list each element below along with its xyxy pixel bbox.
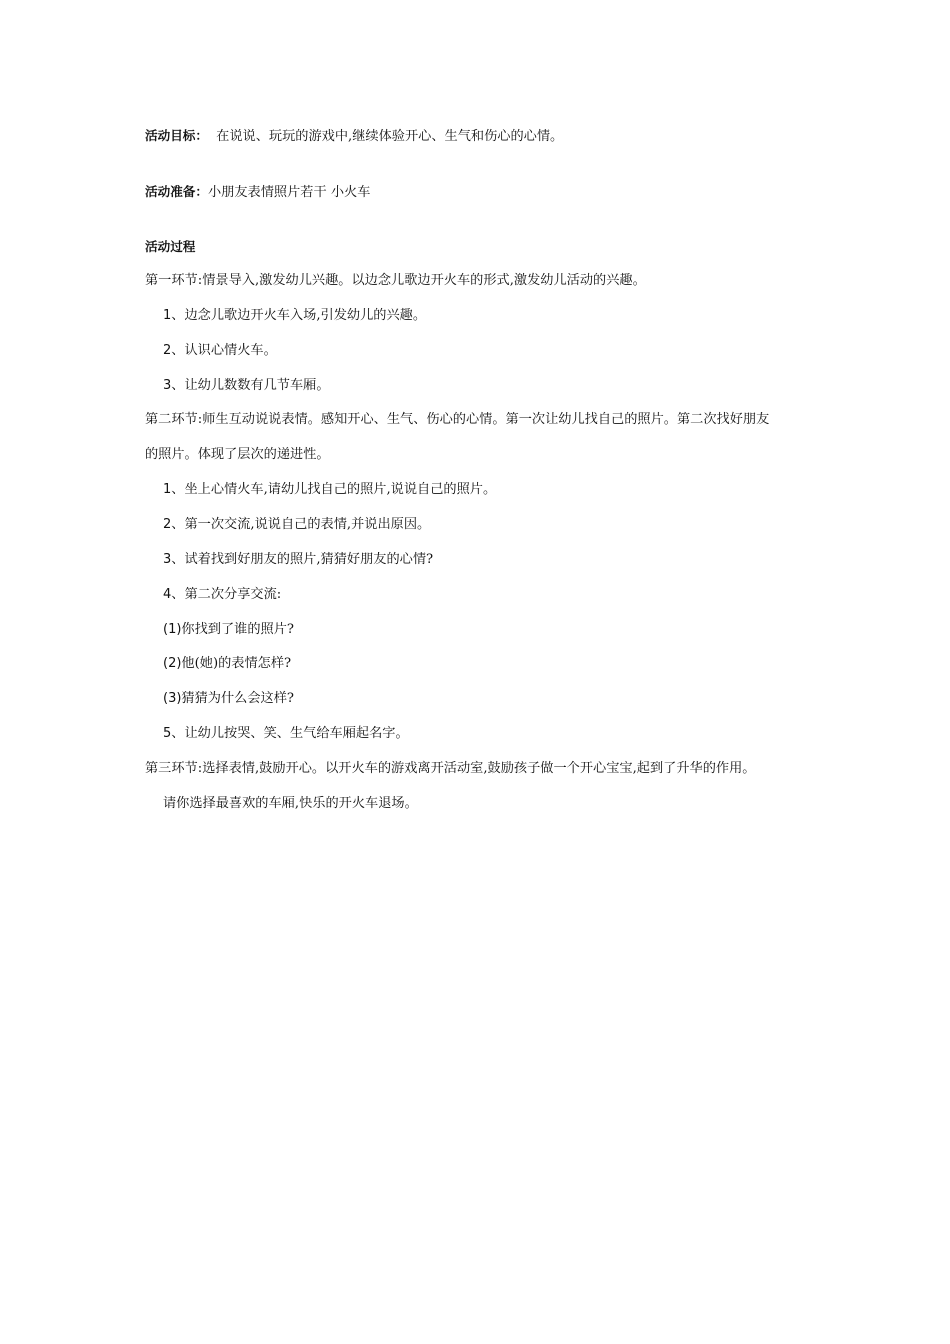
section3-closing: 请你选择最喜欢的车厢,快乐的开火车退场。 xyxy=(163,796,418,811)
list-item: 2、认识心情火车。 xyxy=(163,343,277,358)
list-item: 3、试着找到好朋友的照片,猜猜好朋友的心情? xyxy=(163,552,434,567)
sub-list-item: (1)你找到了谁的照片? xyxy=(163,622,294,637)
section3-intro: 第三环节:选择表情,鼓励开心。以开火车的游戏离开活动室,鼓励孩子做一个开心宝宝,起到了升华的作用。 xyxy=(145,761,756,776)
section2-intro-line2: 的照片。体现了层次的递进性。 xyxy=(145,447,330,462)
process-title: 活动过程 xyxy=(145,239,196,254)
list-item: 4、第二次分享交流: xyxy=(163,587,282,602)
goal-text: 在说说、玩玩的游戏中,继续体验开心、生气和伤心的心情。 xyxy=(216,129,564,144)
section2-intro-line1: 第二环节:师生互动说说表情。感知开心、生气、伤心的心情。第一次让幼儿找自己的照片。第二次找好朋友 xyxy=(145,412,770,427)
goal-line xyxy=(145,127,563,146)
prep-line xyxy=(145,183,370,202)
list-item: 3、让幼儿数数有几节车厢。 xyxy=(163,378,330,393)
prep-text: 小朋友表情照片若干 小火车 xyxy=(207,185,371,200)
list-item: 2、第一次交流,说说自己的表情,并说出原因。 xyxy=(163,517,431,532)
goal-label: 活动目标： xyxy=(145,128,208,143)
list-item: 1、边念儿歌边开火车入场,引发幼儿的兴趣。 xyxy=(163,308,427,323)
list-item: 1、坐上心情火车,请幼儿找自己的照片,说说自己的照片。 xyxy=(163,482,497,497)
sub-list-item: (3)猜猜为什么会这样? xyxy=(163,691,294,706)
sub-list-item: (2)他(她)的表情怎样? xyxy=(163,656,292,671)
list-item: 5、让幼儿按哭、笑、生气给车厢起名字。 xyxy=(163,726,409,741)
prep-label: 活动准备： xyxy=(145,184,208,199)
section1-intro: 第一环节:情景导入,激发幼儿兴趣。以边念儿歌边开火车的形式,激发幼儿活动的兴趣。 xyxy=(145,273,646,288)
